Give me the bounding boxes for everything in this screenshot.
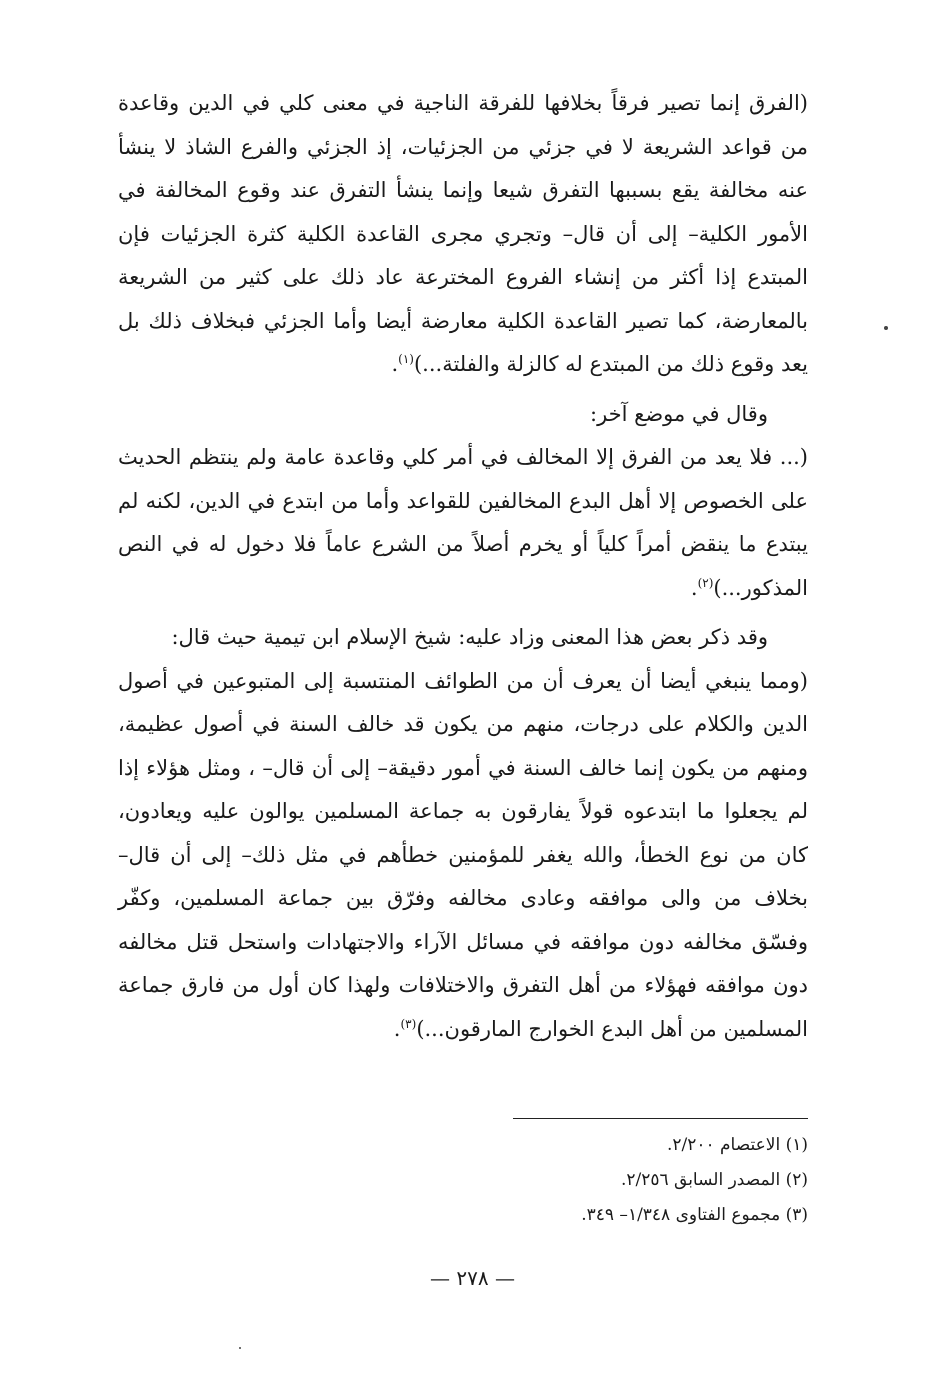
intro-paragraph-1: وقال في موضع آخر:: [590, 401, 768, 426]
quote-paragraph-3: [118, 660, 808, 1052]
scan-speck: [884, 326, 888, 330]
footnotes: [308, 1128, 808, 1233]
footnote-3: (٣) مجموع الفتاوى ١/٣٤٨– ٣٤٩.: [581, 1205, 808, 1225]
footnote-ref-2[interactable]: (٢): [697, 575, 714, 590]
footnote-2: (٢) المصدر السابق ٢/٢٥٦.: [620, 1170, 808, 1190]
page-number: — ٢٧٨ —: [430, 1266, 515, 1290]
quote-text-2: (... فلا يعد من الفرق إلا المخالف في أمر كلي وقاعدة عامة ولم ينتظم الحديث على الخصوص إلا أهل البدع المخالفين للقواعد وأما من ابتدع في الدين، لكنه لم يبتدع ما ينقض أمراً كلياً أو يخرم أصلاً من الشرع عاماً فلا دخول له في النص المذكور...): [118, 445, 808, 600]
body-text: [118, 82, 808, 1051]
end-dot: .: [391, 352, 399, 376]
footnote-ref-1[interactable]: (١): [398, 352, 414, 366]
footnote-1: (١) الاعتصام ٢/٢٠٠.: [666, 1135, 808, 1155]
quote-paragraph-2: [118, 436, 808, 610]
end-dot: .: [393, 1016, 401, 1041]
end-dot: .: [690, 575, 698, 600]
intro-paragraph-2: وقد ذكر بعض هذا المعنى وزاد عليه: شيخ الإسلام ابن تيمية حيث قال:: [171, 625, 768, 649]
footnote-divider: [513, 1118, 808, 1119]
quote-text-3: (ومما ينبغي أيضا أن يعرف أن من الطوائف المنتسبة إلى المتبوعين في أصول الدين والكلام على درجات، منهم من يكون قد خالف السنة في أصول عظيمة، ومنهم من يكون إنما خالف السنة في أمور دقيقة– إلى أن قال– ، ومثل هؤلاء إذا لم يجعلوا ما ابتدعوه قولاً يفارقون به جماعة المسلمين يوالون عليه ويعادون، كان من نوع الخطأ، والله يغفر للمؤمنين خطأهم في مثل ذلك– إلى أن قال– بخلاف من والى موافقه وعادى مخالفه وفرّق بين جماعة المسلمين، وكفّر وفسّق مخالفه دون موافقه في مسائل الآراء والاجتهادات واستحل قتل مخالفه دون موافقه فهؤلاء من أهل التفرق والاختلافات ولهذا كان أول من فارق جماعة المسلمين من أهل البدع الخوارج المارقون...): [118, 668, 808, 1041]
scan-speck: [239, 1347, 241, 1349]
quote-paragraph-1: [118, 82, 808, 387]
footnote-ref-3[interactable]: (٣): [400, 1016, 417, 1031]
quote-text-1: (الفرق إنما تصير فرقاً بخلافها للفرقة الناجية في معنى كلي في الدين وقاعدة من قواعد الشريعة لا في جزئي من الجزئيات، إذ الجزئي والفرع الشاذ لا ينشأ عنه مخالفة يقع بسببها التفرق شيعا وإنما ينشأ التفرق عند وقوع المخالفة في الأمور الكلية– إلى أن قال– وتجري مجرى القاعدة الكلية كثرة الجزئيات فإن المبتدع إذا أكثر من إنشاء الفروع المخترعة عاد ذلك على كثير من الشريعة بالمعارضة، كما تصير القاعدة الكلية معارضة أيضا وأما الجزئي فبخلاف ذلك بل يعد وقوع ذلك من المبتدع له كالزلة والفلتة...): [118, 91, 808, 376]
